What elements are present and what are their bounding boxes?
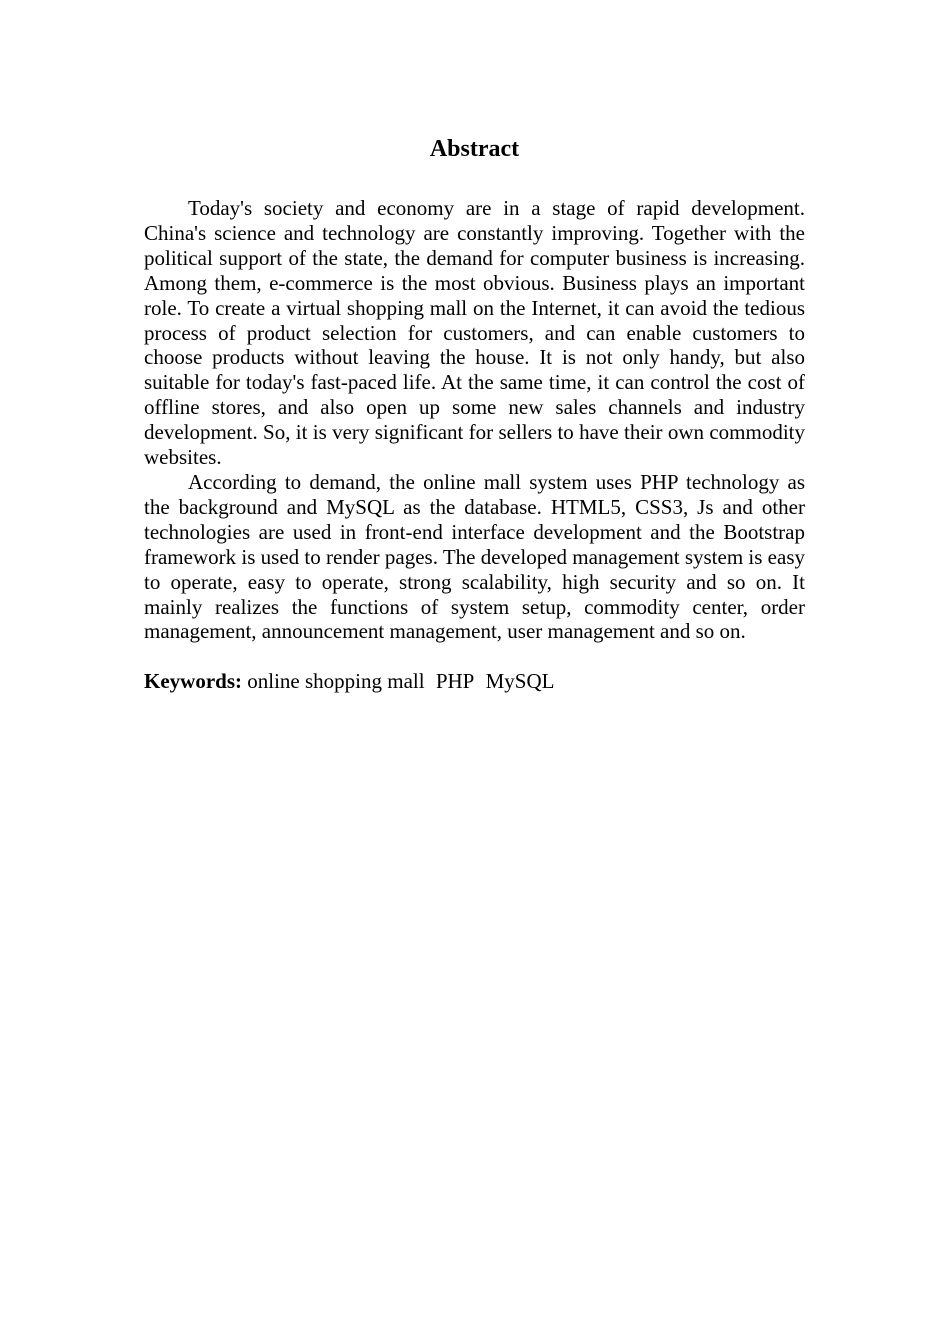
keyword-mysql: MySQL [485, 669, 555, 694]
keywords-label: Keywords: [144, 669, 242, 694]
abstract-paragraph-2: According to demand, the online mall system uses PHP technology as the background and MySQL as the database. HTML5, CSS3, Js and other technologies are used in front-end interface development and the Bootstrap framework is used to render pages. The developed management system is easy to operate, easy to operate, strong scalability, high security and so on. It mainly realizes the functions of system setup, commodity center, order management, announcement management, user management and so on. [144, 469, 805, 644]
keyword-online-shopping-mall: online shopping mall [247, 669, 425, 694]
abstract-paragraph-1: Today's society and economy are in a stage of rapid development. China's science and technology are constantly improving. Together with the political support of the state, the demand for computer business is increasing. Among them, e-commerce is the most obvious. Business plays an important role. To create a virtual shopping mall on the Internet, it can avoid the tedious process of product selection for customers, and can enable customers to choose products without leaving the house. It is not only handy, but also suitable for today's fast-paced life. At the same time, it can control the cost of offline stores, and also open up some new sales channels and industry development. So, it is very significant for sellers to have their own commodity websites. [144, 196, 805, 470]
abstract-page [144, 132, 805, 694]
keyword-php: PHP [435, 669, 475, 694]
abstract-title: Abstract [429, 136, 520, 162]
keywords-line [144, 669, 805, 694]
